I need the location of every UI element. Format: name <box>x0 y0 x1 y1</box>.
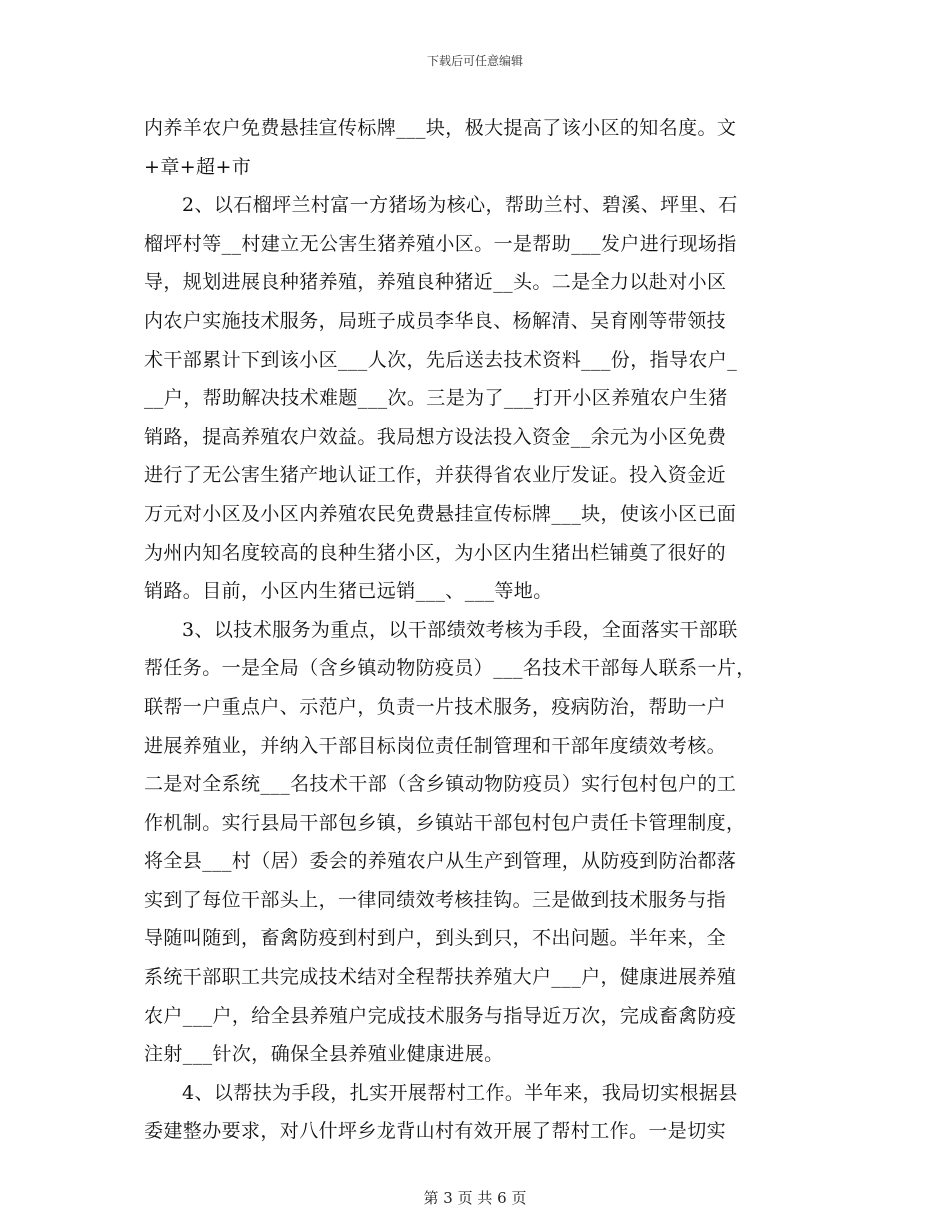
text-line: __户，帮助解决技术难题___次。三是为了___打开小区养殖农户生猪 <box>144 387 728 410</box>
text-line: 导随叫随到，畜禽防疫到村到户，到头到只，不出问题。半年来，全 <box>144 927 727 950</box>
text-line: 内农户实施技术服务，局班子成员李华良、杨解清、吴育刚等带领技 <box>144 309 727 332</box>
text-line: 实到了每位干部头上，一律同绩效考核挂钩。三是做到技术服务与指 <box>144 888 727 911</box>
text-line: 内养羊农户免费悬挂宣传标牌___块，极大提高了该小区的知名度。文 <box>144 117 737 139</box>
text-line: 二是对全系统___名技术干部（含乡镇动物防疫员）实行包村包户的工 <box>144 773 737 796</box>
text-line: 注射___针次，确保全县养殖业健康进展。 <box>144 1043 504 1066</box>
text-line: 榴坪村等__村建立无公害生猪养殖小区。一是帮助___发户进行现场指 <box>144 232 737 255</box>
text-line: 委建整办要求，对八什坪乡龙背山村有效开展了帮村工作。一是切实 <box>144 1120 727 1143</box>
text-line: 万元对小区及小区内养殖农民免费悬挂宣传标牌___块，使该小区已面 <box>144 502 737 525</box>
text-line: 销路，提高养殖农户效益。我局想方设法投入资金__余元为小区免费 <box>144 425 727 448</box>
text-line: 销路。目前，小区内生猪已远销___、___等地。 <box>144 580 553 603</box>
text-line: 农户___户，给全县养殖户完成技术服务与指导近万次，完成畜禽防疫 <box>144 1004 737 1027</box>
text-line: 作机制。实行县局干部包乡镇，乡镇站干部包村包户责任卡管理制度， <box>144 811 746 834</box>
text-line: 帮任务。一是全局（含乡镇动物防疫员）___名技术干部每人联系一片， <box>144 657 756 680</box>
page-footer: 第 3 页 共 6 页 <box>423 1189 527 1207</box>
text-line: +章+超+市 <box>144 155 252 178</box>
text-line: 2、以石榴坪兰村富一方猪场为核心，帮助兰村、碧溪、坪里、石 <box>182 194 738 217</box>
text-line: 为州内知名度较高的良种生猪小区，为小区内生猪出栏铺奠了很好的 <box>144 541 727 564</box>
body-text <box>144 109 808 1151</box>
text-line: 进展养殖业，并纳入干部目标岗位责任制管理和干部年度绩效考核。 <box>144 734 727 757</box>
text-line: 将全县___村（居）委会的养殖农户从生产到管理，从防疫到防治都落 <box>144 850 737 873</box>
text-line: 系统干部职工共完成技术结对全程帮扶养殖大户___户，健康进展养殖 <box>144 966 737 989</box>
text-line: 导，规划进展良种猪养殖，养殖良种猪近__头。二是全力以赴对小区 <box>144 271 727 294</box>
page-header: 下载后可任意编辑 <box>426 54 523 68</box>
text-line: 进行了无公害生猪产地认证工作，并获得省农业厅发证。投入资金近 <box>144 464 727 487</box>
text-line: 4、以帮扶为手段，扎实开展帮村工作。半年来，我局切实根据县 <box>182 1081 738 1104</box>
text-line: 3、以技术服务为重点，以干部绩效考核为手段，全面落实干部联 <box>182 618 738 641</box>
text-line: 联帮一户重点户、示范户，负责一片技术服务，疫病防治，帮助一户 <box>144 695 727 718</box>
text-line: 术干部累计下到该小区___人次，先后送去技术资料___份，指导农户_ <box>144 348 738 371</box>
